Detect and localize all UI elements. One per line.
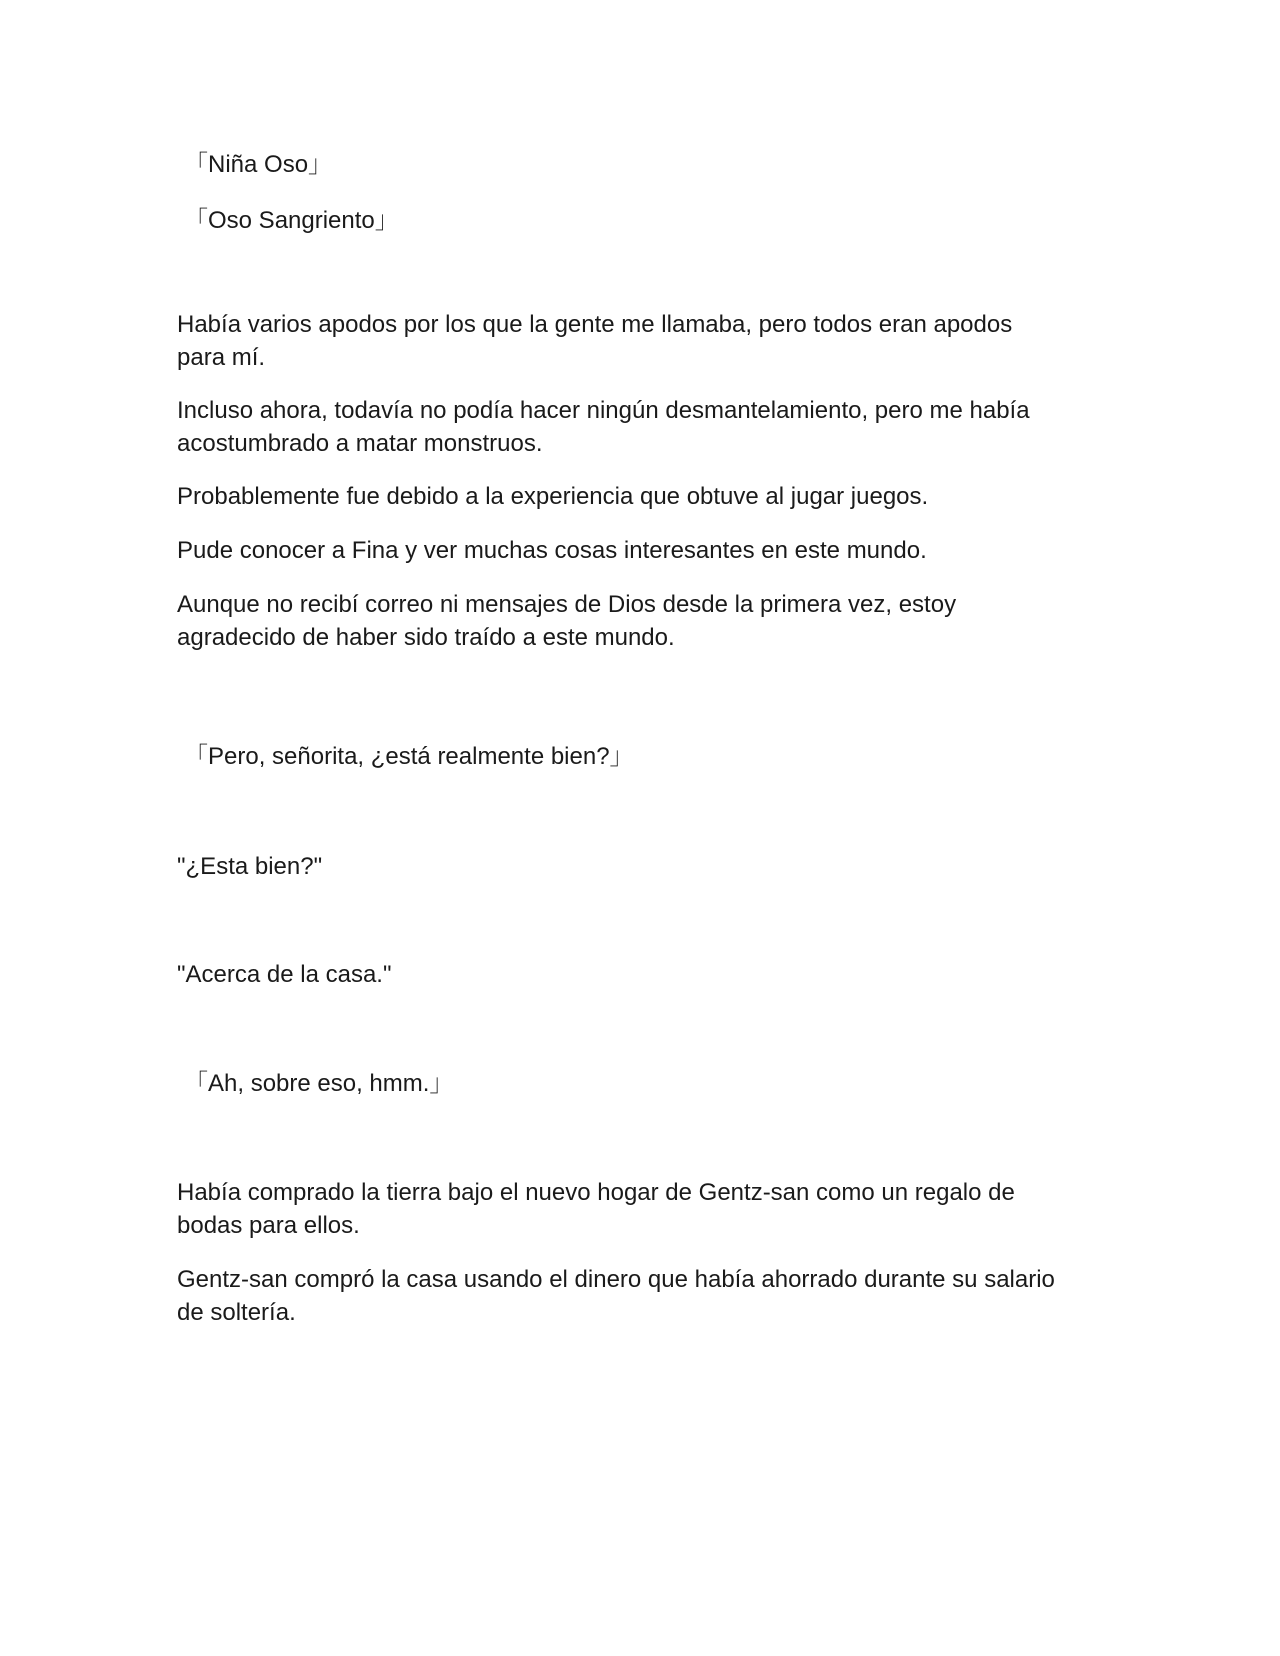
paragraph-6-line-2: bodas para ellos. — [177, 1212, 360, 1239]
paragraph-7-line-2: de soltería. — [177, 1299, 296, 1326]
dialogue-line-1: 「Niña Oso」 — [184, 151, 333, 178]
paragraph-2-line-1: Incluso ahora, todavía no podía hacer ningún desmantelamiento, pero me había — [177, 397, 1030, 424]
paragraph-1-line-1: Había varios apodos por los que la gente me llamaba, pero todos eran apodos — [177, 311, 1013, 338]
paragraph-4: Pude conocer a Fina y ver muchas cosas interesantes en este mundo. — [177, 537, 927, 564]
paragraph-6-line-1: Había comprado la tierra bajo el nuevo hogar de Gentz-san como un regalo de — [177, 1179, 1015, 1206]
dialogue-line-4: "¿Esta bien?" — [177, 853, 323, 880]
paragraph-5-line-1: Aunque no recibí correo ni mensajes de Dios desde la primera vez, estoy — [177, 591, 957, 618]
paragraph-3: Probablemente fue debido a la experiencia que obtuve al jugar juegos. — [177, 483, 929, 510]
dialogue-line-5: "Acerca de la casa." — [177, 961, 392, 988]
dialogue-line-6: 「Ah, sobre eso, hmm.」 — [184, 1070, 454, 1097]
dialogue-line-3: 「Pero, señorita, ¿está realmente bien?」 — [184, 743, 634, 770]
paragraph-2-line-2: acostumbrado a matar monstruos. — [177, 430, 543, 457]
paragraph-5-line-2: agradecido de haber sido traído a este mundo. — [177, 624, 675, 651]
dialogue-line-2: 「Oso Sangriento」 — [184, 207, 399, 234]
paragraph-7-line-1: Gentz-san compró la casa usando el dinero que había ahorrado durante su salario — [177, 1266, 1055, 1293]
paragraph-1-line-2: para mí. — [177, 344, 266, 371]
